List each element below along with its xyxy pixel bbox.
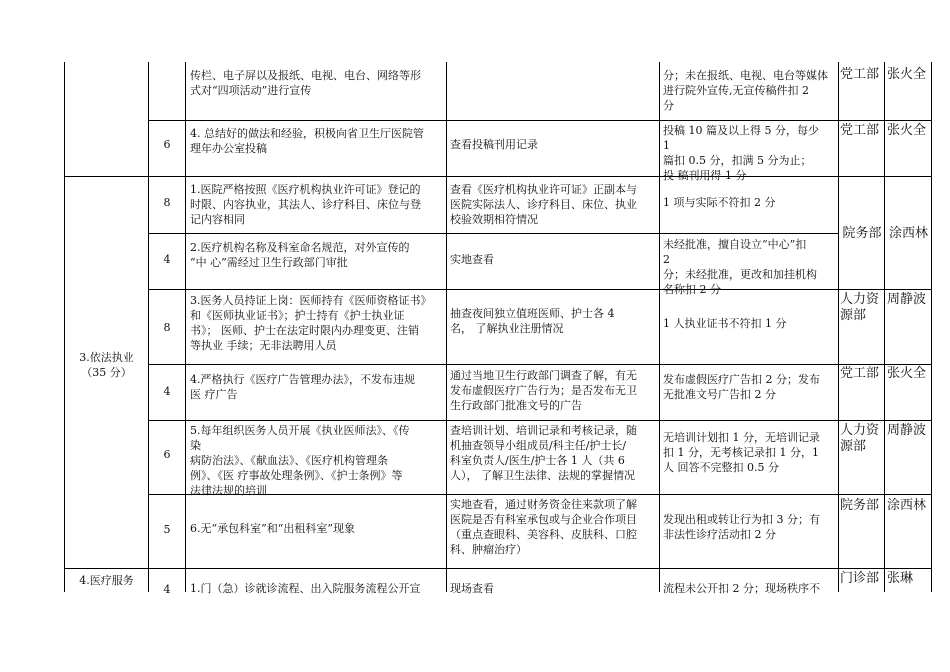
column-divider — [931, 62, 932, 592]
method-cell: 实地查看，通过财务资金往来款项了解 医院是否有科室承包或与企业合作项目 （重点查眼科、美容科、皮肤科、口腔 科、肿瘤治疗） — [450, 498, 637, 556]
scoring-cell: 未经批准，擅自设立“中心”扣 2 分；未经批准，更改和加挂机构 名称扣 2 分 — [663, 238, 817, 296]
person-cell: 张琳 — [887, 571, 914, 586]
row-divider — [64, 568, 931, 569]
method-cell: 查看《医疗机构执业许可证》正副本与 医院实际法人、诊疗科目、床位、执业 校验效期相符情况 — [450, 183, 637, 226]
scoring-cell: 无培训计划扣 1 分，无培训记录 扣 1 分，无考核记录扣 1 分，1 人 回答不完整扣 0.5 分 — [663, 431, 820, 474]
standard-cell: 6.无“承包科室”和“出租科室”现象 — [190, 522, 355, 535]
dept-cell: 门诊部 — [840, 571, 880, 586]
person-cell: 张火全 — [887, 366, 927, 381]
category-law: 3.依法执业 （35 分） — [79, 351, 134, 379]
score-cell: 4 — [163, 583, 171, 596]
scoring-cell: 分；未在报纸、电视、电台等媒体 进行院外宣传,无宣传稿件扣 2 分 — [663, 69, 828, 112]
row-divider — [148, 233, 838, 234]
dept-cell: 院务部 — [840, 498, 880, 513]
dept-cell: 党工部 — [840, 366, 880, 381]
row-divider — [148, 289, 931, 290]
column-divider — [659, 62, 660, 592]
scoring-cell: 发现出租或转让行为扣 3 分；有 非法性诊疗活动扣 2 分 — [663, 513, 820, 541]
standard-cell: 2.医疗机构名称及科室命名规范，对外宣传的 “中 心”需经过卫生行政部门审批 — [190, 241, 410, 269]
row-divider — [64, 176, 931, 177]
column-divider — [838, 62, 839, 592]
standard-cell: 1.门（急）诊就诊流程、出入院服务流程公开宣 — [190, 582, 421, 595]
scoring-cell: 1 项与实际不符扣 2 分 — [663, 196, 776, 209]
scoring-cell: 1 人执业证书不符扣 1 分 — [663, 317, 787, 330]
dept-cell: 党工部 — [840, 67, 880, 82]
standard-cell: 4.严格执行《医疗广告管理办法》，不发布违规 医 疗广告 — [190, 373, 415, 401]
score-cell: 5 — [163, 523, 171, 536]
column-divider — [148, 62, 149, 592]
method-cell: 通过当地卫生行政部门调查了解，有无 发布虚假医疗广告行为；是否发布无卫 生行政部门批准文号的广告 — [450, 369, 637, 412]
column-divider — [185, 62, 186, 592]
person-cell: 涂西林 — [887, 498, 927, 513]
category-medical-service: 4.医疗服务 — [79, 574, 134, 587]
score-cell: 8 — [163, 321, 171, 334]
method-cell: 实地查看 — [450, 253, 494, 266]
method-cell: 查看投稿刊用记录 — [450, 138, 538, 151]
standard-cell: 4. 总结好的做法和经验，积极向省卫生厅医院管 理年办公室投稿 — [190, 127, 424, 155]
method-cell: 抽查夜间独立值班医师、护士各 4 名， 了解执业注册情况 — [450, 307, 615, 335]
column-divider — [64, 62, 65, 592]
score-cell: 4 — [163, 253, 171, 266]
scoring-cell: 流程未公开扣 2 分；现场秩序不 — [663, 582, 820, 595]
scoring-cell: 投稿 10 篇及以上得 5 分，每少 1 篇扣 0.5 分，扣满 5 分为止； 投 稿刊用得 1 分 — [663, 124, 819, 182]
standard-cell: 5.每年组织医务人员开展《执业医师法》、《传 染 病防治法》、《献血法》、《医疗机构管理条 例》、《医 疗事故处理条例》、《护士条例》等 法律法规的培训 — [190, 424, 410, 497]
method-cell: 现场查看 — [450, 582, 494, 595]
scoring-cell: 发布虚假医疗广告扣 2 分；发布 无批准文号广告扣 2 分 — [663, 373, 820, 401]
dept-cell: 人力资 源部 — [840, 292, 880, 323]
standard-cell: 传栏、电子屏以及报纸、电视、电台、网络等形 式对“四项活动”进行宣传 — [190, 69, 421, 97]
person-merged: 涂西林 — [888, 226, 928, 241]
column-divider — [446, 62, 447, 592]
score-cell: 8 — [163, 196, 171, 209]
score-cell: 6 — [163, 448, 171, 461]
score-cell: 4 — [163, 385, 171, 398]
standard-cell: 3.医务人员持证上岗：医师持有《医师资格证书》 和《医师执业证书》；护士持有《护士执业证 书》； 医师、护士在法定时限内办理变更、注销 等执业 手续；无非法聘用人员 — [190, 294, 432, 352]
row-divider — [148, 420, 931, 421]
dept-merged: 院务部 — [842, 226, 882, 241]
person-cell: 张火全 — [887, 123, 927, 138]
standard-cell: 1.医院严格按照《医疗机构执业许可证》登记的 时限、内容执业，其法人、诊疗科目、床位与登 记内容相同 — [190, 183, 421, 226]
row-divider — [148, 364, 931, 365]
score-cell: 6 — [163, 138, 171, 151]
method-cell: 查培训计划、培训记录和考核记录，随 机抽查领导小组成员/科主任/护士长/ 科室负责人/医生/护士各 1 人（共 6 人）， 了解卫生法律、法规的掌握情况 — [450, 424, 637, 482]
person-cell: 张火全 — [887, 67, 927, 82]
dept-cell: 党工部 — [840, 123, 880, 138]
person-cell: 周静波 — [887, 292, 927, 307]
person-cell: 周静波 — [887, 423, 927, 438]
row-divider — [148, 120, 931, 121]
dept-cell: 人力资 源部 — [840, 423, 880, 454]
column-divider — [884, 62, 885, 592]
